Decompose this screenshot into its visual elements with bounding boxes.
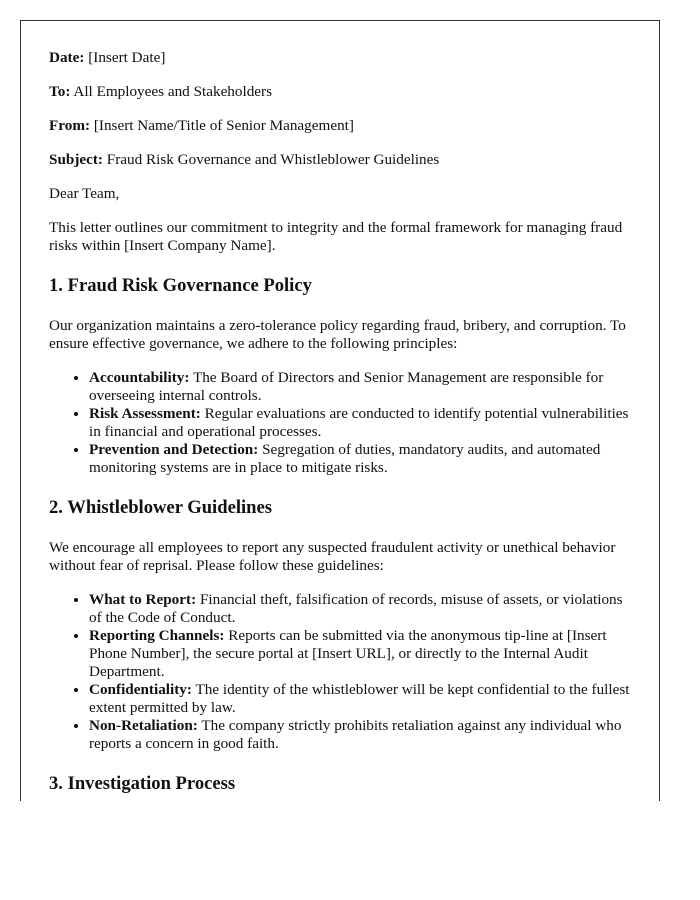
list-item-text: The Board of Directors and Senior Management are responsible for overseeing internal controls. <box>89 369 604 404</box>
section-paragraph-whistleblower-guidelines: We encourage all employees to report any suspected fraudulent activity or unethical behavior without fear of reprisal. Please follow these guidelines: <box>49 539 616 574</box>
whistleblower-guidelines-list <box>49 591 631 753</box>
letter-document <box>20 20 660 801</box>
to-value: All Employees and Stakeholders <box>73 83 273 100</box>
list-item-term: Prevention and Detection: <box>89 441 259 458</box>
intro-paragraph: This letter outlines our commitment to integrity and the formal framework for managing fraud risks within [Insert Company Name]. <box>49 219 623 254</box>
date-label: Date: <box>49 49 85 66</box>
list-item <box>89 591 631 627</box>
date-value: [Insert Date] <box>88 49 166 66</box>
section-heading-whistleblower-guidelines: 2. Whistleblower Guidelines <box>49 497 272 518</box>
list-item-text: Segregation of duties, mandatory audits, and automated monitoring systems are in place to mitigate risks. <box>89 441 601 476</box>
from-label: From: <box>49 117 91 134</box>
from-line <box>49 117 631 135</box>
list-item-term: Accountability: <box>89 369 190 386</box>
list-item-term: Confidentiality: <box>89 681 192 698</box>
list-item-text: Regular evaluations are conducted to identify potential vulnerabilities in financial and operational processes. <box>89 405 629 440</box>
section-heading-investigation-process: 3. Investigation Process <box>49 773 236 794</box>
list-item-term: Reporting Channels: <box>89 627 225 644</box>
list-item <box>89 627 631 681</box>
list-item-term: Risk Assessment: <box>89 405 201 422</box>
list-item-text: The identity of the whistleblower will be kept confidential to the fullest extent permitted by law. <box>89 681 630 716</box>
subject-line <box>49 151 631 169</box>
list-item-text: The company strictly prohibits retaliation against any individual who reports a concern in good faith. <box>89 717 622 752</box>
list-item <box>89 369 631 405</box>
date-line <box>49 49 631 67</box>
list-item-term: What to Report: <box>89 591 197 608</box>
section-paragraph-governance-policy: Our organization maintains a zero-tolerance policy regarding fraud, bribery, and corruption. To ensure effective governance, we adhere to the following principles: <box>49 317 626 352</box>
to-label: To: <box>49 83 71 100</box>
list-item <box>89 681 631 717</box>
greeting: Dear Team, <box>49 185 120 202</box>
list-item-text: Financial theft, falsification of records, misuse of assets, or violations of the Code of Conduct. <box>89 591 623 626</box>
list-item <box>89 717 631 753</box>
to-line <box>49 83 631 101</box>
list-item-term: Non-Retaliation: <box>89 717 198 734</box>
section-heading-governance-policy: 1. Fraud Risk Governance Policy <box>49 275 312 296</box>
list-item <box>89 441 631 477</box>
subject-value: Fraud Risk Governance and Whistleblower Guidelines <box>106 151 440 168</box>
governance-principles-list <box>49 369 631 477</box>
list-item-text: Reports can be submitted via the anonymous tip-line at [Insert Phone Number], the secure portal at [Insert URL], or directly to the Internal Audit Department. <box>89 627 607 680</box>
list-item <box>89 405 631 441</box>
from-value: [Insert Name/Title of Senior Management] <box>93 117 354 134</box>
subject-label: Subject: <box>49 151 103 168</box>
